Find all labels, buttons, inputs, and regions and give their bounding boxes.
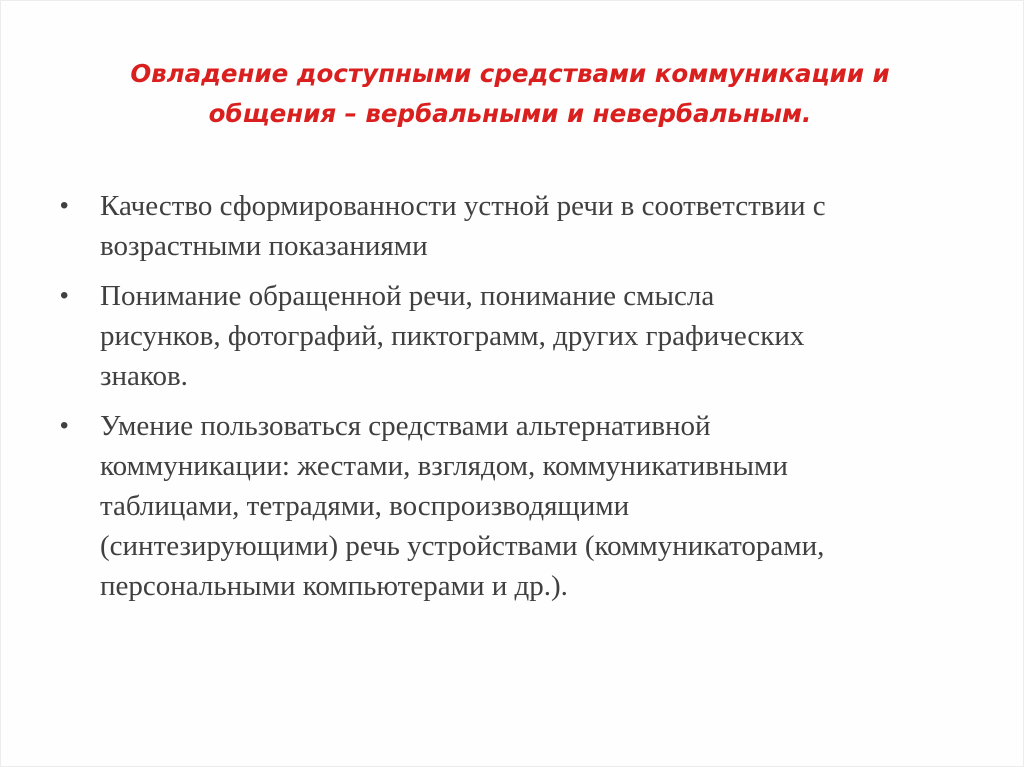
- bullet-text-line: персональными компьютерами и др.).: [100, 570, 568, 602]
- bullet-item: [60, 186, 980, 266]
- bullet-marker: •: [60, 282, 69, 309]
- bullet-text-line: Качество сформированности устной речи в соответствии с: [100, 190, 826, 222]
- slide-title-line: общения – вербальными и невербальным.: [208, 99, 812, 128]
- bullet-text-line: рисунков, фотографий, пиктограмм, других графических: [100, 320, 805, 352]
- bullet-marker: •: [60, 192, 69, 219]
- bullet-text-line: Понимание обращенной речи, понимание смысла: [100, 280, 715, 312]
- bullet-text-line: возрастными показаниями: [100, 230, 428, 262]
- bullet-text-line: таблицами, тетрадями, воспроизводящими: [100, 490, 630, 522]
- bullet-item: [60, 406, 980, 606]
- slide-title: [80, 54, 940, 134]
- bullet-list: [60, 186, 980, 616]
- bullet-item: [60, 276, 980, 396]
- bullet-marker: •: [60, 412, 69, 439]
- slide-title-line: Овладение доступными средствами коммуникации и: [130, 59, 890, 88]
- bullet-text-line: Умение пользоваться средствами альтернативной: [100, 410, 711, 442]
- bullet-text-line: коммуникации: жестами, взглядом, коммуникативными: [100, 450, 788, 482]
- bullet-text-line: знаков.: [100, 360, 188, 392]
- bullet-text-line: (синтезирующими) речь устройствами (коммуникаторами,: [100, 530, 825, 562]
